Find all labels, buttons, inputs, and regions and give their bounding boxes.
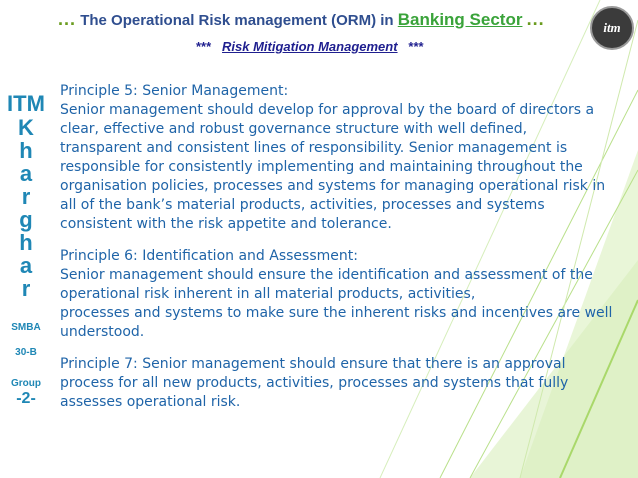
principle-5 bbox=[60, 82, 612, 234]
sidebar-letter: K bbox=[18, 115, 34, 140]
principle-line: process for all new products, activities, processes and systems that fully bbox=[60, 375, 569, 391]
sidebar-group-number: -2- bbox=[16, 390, 36, 407]
sidebar-letter: r bbox=[21, 184, 31, 209]
slide-content bbox=[60, 82, 612, 425]
sidebar-letter: h bbox=[19, 138, 33, 163]
subtitle-stars-left: *** bbox=[196, 39, 212, 54]
principle-line: transparent and consistent lines of responsibility. Senior management is bbox=[60, 140, 568, 156]
title-highlight: Banking Sector bbox=[397, 10, 523, 29]
principle-line: understood. bbox=[60, 324, 145, 340]
principle-line: assesses operational risk. bbox=[60, 394, 241, 410]
principle-line: Principle 6: Identification and Assessment: bbox=[60, 248, 358, 264]
principle-6 bbox=[60, 247, 612, 342]
title-text: The Operational Risk management (ORM) in bbox=[80, 12, 394, 29]
logo-text: itm bbox=[603, 20, 621, 35]
slide-title bbox=[58, 9, 568, 30]
sidebar-letter: a bbox=[19, 253, 33, 278]
principle-line: clear, effective and robust governance structure with well defined, bbox=[60, 121, 528, 137]
sidebar-letter: a bbox=[19, 161, 33, 186]
principle-line: processes and systems to make sure the inherent risks and incentives are well bbox=[60, 305, 613, 321]
principle-line: organisation policies, processes and systems for managing operational risk in bbox=[60, 178, 606, 194]
subtitle-stars-right: *** bbox=[408, 39, 424, 54]
principle-line: all of the bank’s material products, activities, processes and systems bbox=[60, 197, 545, 213]
sidebar-vertical-label bbox=[0, 92, 52, 409]
sidebar-program: SMBA bbox=[11, 322, 41, 333]
principle-line: Principle 5: Senior Management: bbox=[60, 83, 289, 99]
subtitle-text: Risk Mitigation Management bbox=[222, 39, 398, 54]
title-dots-right: ... bbox=[526, 9, 545, 29]
sidebar-itm: ITM bbox=[7, 91, 45, 116]
principle-7 bbox=[60, 355, 612, 412]
sidebar-batch: 30-B bbox=[15, 347, 37, 358]
sidebar-group-label: Group bbox=[11, 378, 41, 389]
slide-subtitle bbox=[196, 39, 424, 54]
sidebar-letter: r bbox=[21, 276, 31, 301]
sidebar-letter: g bbox=[19, 207, 33, 232]
principle-line: Senior management should develop for approval by the board of directors a bbox=[60, 102, 595, 118]
title-dots-left: ... bbox=[58, 9, 77, 29]
principle-line: Senior management should ensure the identification and assessment of the bbox=[60, 267, 593, 283]
sidebar-letter: h bbox=[19, 230, 33, 255]
principle-line: operational risk inherent in all material products, activities, bbox=[60, 286, 476, 302]
principle-line: responsible for consistently implementing and maintaining throughout the bbox=[60, 159, 583, 175]
principle-line: consistent with the risk appetite and tolerance. bbox=[60, 216, 392, 232]
itm-logo bbox=[590, 6, 634, 50]
principle-line: Principle 7: Senior management should ensure that there is an approval bbox=[60, 356, 566, 372]
